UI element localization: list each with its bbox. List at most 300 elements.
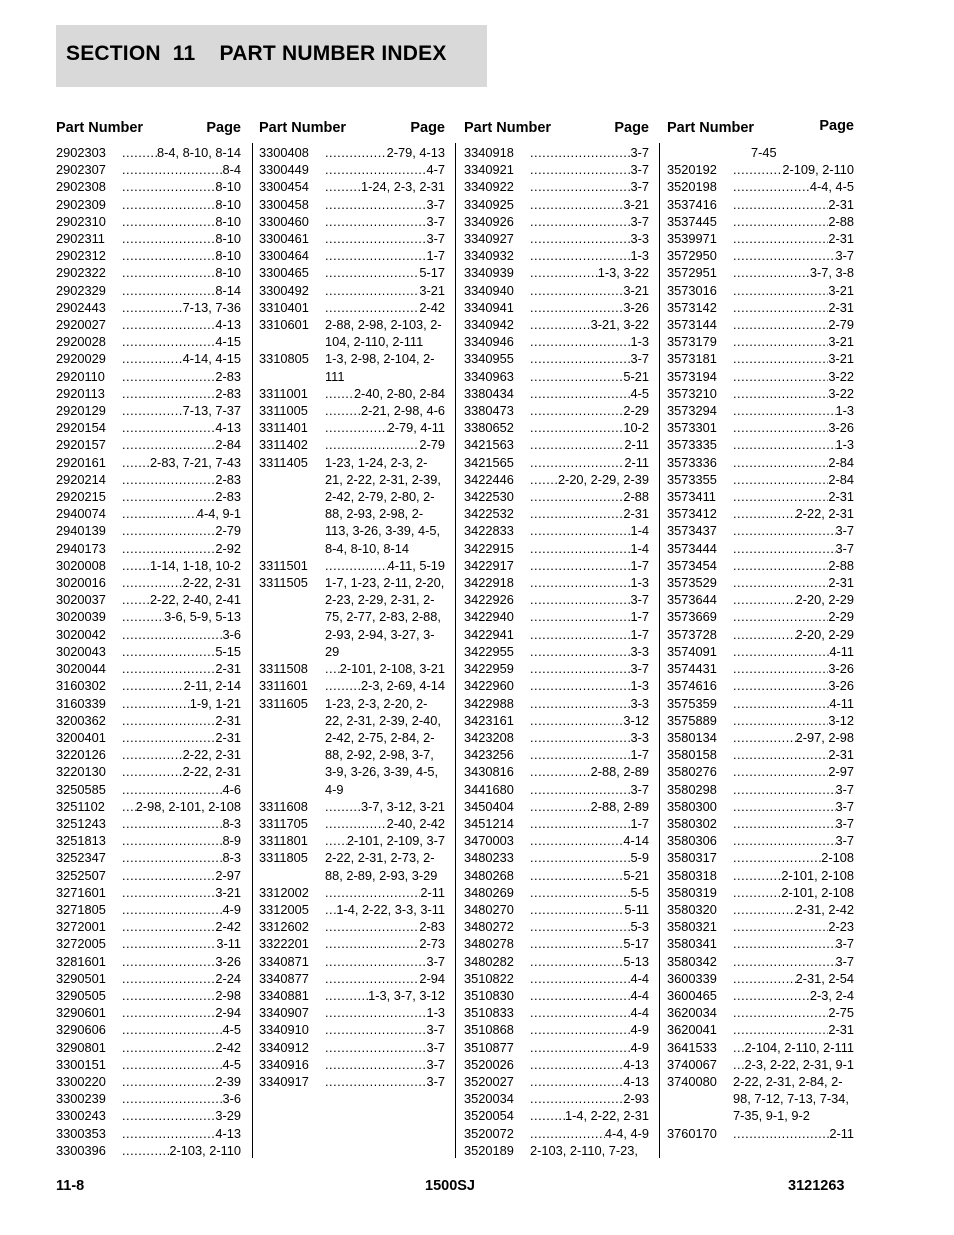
page-reference: 2-31: [828, 196, 854, 212]
dot-leader: [122, 196, 215, 213]
page-reference: 5-11: [624, 901, 649, 917]
page-reference: 1-7: [630, 815, 649, 831]
dot-leader-line: [530, 626, 649, 643]
page-reference: 2-101, 2-109, 3-7: [346, 833, 445, 849]
dot-leader: [733, 970, 796, 987]
dot-leader-line: [733, 591, 854, 608]
part-number: 3573336: [667, 454, 717, 470]
page-reference: 3-7: [630, 179, 649, 195]
dot-leader: [530, 333, 631, 350]
page-reference: 3-3: [630, 729, 649, 745]
index-entry: [259, 454, 445, 557]
dot-leader: [325, 1056, 427, 1073]
part-number: 3573016: [667, 282, 717, 298]
index-entry: [464, 178, 649, 195]
index-entry: [464, 763, 649, 780]
page-reference: 3-7: [630, 162, 649, 178]
part-number: 3311402: [259, 437, 308, 453]
dot-leader: [733, 230, 828, 247]
index-entries: [259, 144, 445, 1090]
part-number: 3580298: [667, 781, 717, 797]
part-number: 3573301: [667, 420, 717, 436]
page-reference: 2-84: [215, 437, 241, 453]
dot-leader: [530, 557, 631, 574]
index-entry: [667, 746, 854, 763]
dot-leader: [733, 213, 828, 230]
page-reference: 2-11, 2-14: [183, 678, 241, 694]
dot-leader-line: [122, 1125, 241, 1142]
dot-leader-line: [122, 849, 241, 866]
dot-leader-line: [325, 264, 445, 281]
dot-leader-line: [122, 712, 241, 729]
dot-leader-line: [325, 1021, 445, 1038]
index-entry: [464, 643, 649, 660]
index-entry: [464, 385, 649, 402]
part-number: 2920161: [56, 454, 106, 470]
index-entry: [259, 1021, 445, 1038]
dot-leader-line: [733, 471, 854, 488]
dot-leader: [733, 436, 836, 453]
index-entry: [667, 901, 854, 918]
part-number: 3290601: [56, 1005, 106, 1021]
part-number: 2902303: [56, 145, 106, 160]
part-number: 2920214: [56, 471, 106, 487]
part-number: 3573529: [667, 575, 717, 591]
page-reference: 2-88, 2-89: [590, 798, 649, 814]
dot-leader: [733, 385, 828, 402]
dot-leader-line: [325, 299, 445, 316]
page-reference: 1-3: [630, 575, 649, 591]
dot-leader: [733, 264, 810, 281]
dot-leader-line: [530, 935, 649, 952]
index-entry: [464, 832, 649, 849]
dot-leader: [733, 1039, 744, 1056]
dot-leader: [122, 643, 215, 660]
part-number: 3340917: [259, 1073, 309, 1089]
dot-leader: [530, 264, 598, 281]
index-entry: [56, 746, 241, 763]
page-reference: 2-22, 2-31, 2-84, 2-98, 7-12, 7-13, 7-34, 7-35, 9-1, 9-2: [733, 1073, 849, 1124]
part-number: 3290501: [56, 970, 106, 986]
part-number: 3340881: [259, 987, 309, 1003]
part-number: 3300465: [259, 265, 309, 281]
part-number: 3422988: [464, 695, 514, 711]
page-reference: 1-7: [630, 609, 649, 625]
dot-leader-line: [122, 729, 241, 746]
dot-leader-line: [325, 1004, 445, 1021]
index-entry: [56, 626, 241, 643]
dot-leader-line: [122, 264, 241, 281]
part-number: 3311001: [259, 385, 308, 401]
page-reference: 2-31: [828, 489, 854, 505]
index-entry: [56, 591, 241, 608]
index-entry: [464, 660, 649, 677]
dot-leader: [122, 1125, 215, 1142]
part-number: 3311705: [259, 815, 308, 831]
dot-leader: [530, 178, 631, 195]
index-entry: [667, 402, 854, 419]
part-number: 3600465: [667, 987, 717, 1003]
dot-leader: [122, 781, 223, 798]
page-reference: 4-4: [630, 1005, 649, 1021]
index-entry: [667, 299, 854, 316]
index-entry: [667, 935, 854, 952]
page-reference: 3-26: [828, 661, 854, 677]
page-reference: 8-4, 8-10, 8-14: [157, 145, 241, 160]
dot-leader-line: [122, 1090, 241, 1107]
part-number: 3300151: [56, 1056, 106, 1072]
part-number: 3290505: [56, 987, 106, 1003]
page-reference: 10-2: [623, 420, 649, 436]
index-entry: [259, 144, 445, 161]
index-entry: [464, 849, 649, 866]
dot-leader-line: [122, 1107, 241, 1124]
part-number: 3620034: [667, 1005, 717, 1021]
dot-leader-line: [530, 264, 649, 281]
dot-leader: [325, 1004, 427, 1021]
index-entry: [667, 282, 854, 299]
page-reference: 5-21: [623, 368, 649, 384]
part-number: 3580300: [667, 798, 717, 814]
page-reference: 2-88, 2-89: [590, 764, 649, 780]
dot-leader-line: [530, 299, 649, 316]
dot-leader-line: [733, 1039, 854, 1056]
index-entry: [667, 178, 854, 195]
page-reference: 2-31: [215, 729, 241, 745]
index-entry: [464, 557, 649, 574]
dot-leader-line: [122, 454, 241, 471]
dot-leader-line: [530, 196, 649, 213]
page-reference: 2-83, 7-21, 7-43: [149, 454, 241, 470]
page-reference: 2-39: [215, 1073, 241, 1089]
part-number: 3312005: [259, 901, 309, 917]
page-reference: 2-29: [828, 609, 854, 625]
index-entry: [667, 781, 854, 798]
page-reference: 3-21: [623, 282, 649, 298]
dot-leader-line: [325, 815, 445, 832]
part-number: 3340939: [464, 265, 514, 281]
dot-leader: [325, 987, 368, 1004]
dot-leader-line: [733, 436, 854, 453]
page-reference: 2-97: [828, 764, 854, 780]
page-reference: 7-13, 7-36: [182, 299, 241, 315]
page-reference: 2-88: [828, 213, 854, 229]
page-reference: 2-88: [623, 489, 649, 505]
index-entry: [464, 1021, 649, 1038]
index-entry: [56, 368, 241, 385]
page-reference: 3-3: [630, 643, 649, 659]
dot-leader-line: [122, 935, 241, 952]
part-number: 3470003: [464, 833, 514, 849]
index-entry: [667, 368, 854, 385]
dot-leader: [122, 591, 150, 608]
index-entry: [464, 987, 649, 1004]
part-number: 3311005: [259, 403, 308, 419]
dot-leader-line: [530, 368, 649, 385]
dot-leader: [530, 522, 631, 539]
dot-leader-line: [733, 522, 854, 539]
part-number: 3423256: [464, 747, 514, 763]
index-entry: [464, 608, 649, 625]
dot-leader-line: [325, 987, 445, 1004]
page-reference: 2-40, 2-42: [386, 815, 445, 831]
page-reference: 3-7: [835, 936, 854, 952]
dot-leader-line: [122, 746, 241, 763]
dot-leader: [325, 178, 361, 195]
part-number: 3311805: [259, 850, 308, 866]
part-number: 3380473: [464, 403, 514, 419]
dot-leader-line: [530, 815, 649, 832]
index-entry: [464, 247, 649, 264]
dot-leader: [733, 987, 810, 1004]
part-number: 3422959: [464, 661, 514, 677]
index-entry: [259, 815, 445, 832]
page-reference: 4-13: [215, 317, 241, 333]
page-reference: 2-21, 2-98, 4-6: [361, 403, 445, 419]
page-reference: 3-26: [828, 420, 854, 436]
dot-leader: [733, 299, 828, 316]
index-entry: [259, 196, 445, 213]
part-number: 3520026: [464, 1056, 514, 1072]
page-heading: Page: [614, 120, 649, 136]
dot-leader: [530, 574, 631, 591]
part-number: 3480282: [464, 953, 514, 969]
index-entry: [667, 643, 854, 660]
dot-leader-line: [530, 746, 649, 763]
dot-leader: [530, 540, 631, 557]
dot-leader: [733, 763, 828, 780]
part-number: 3573335: [667, 437, 717, 453]
index-entry: [464, 522, 649, 539]
part-number: 3480270: [464, 901, 514, 917]
dot-leader-line: [733, 1021, 854, 1038]
part-number: 2902309: [56, 196, 106, 212]
dot-leader-line: [122, 832, 241, 849]
page-reference: 2-11: [624, 437, 649, 453]
dot-leader: [530, 230, 631, 247]
dot-leader: [530, 849, 631, 866]
index-entry: [464, 815, 649, 832]
page-reference: 3-21: [419, 282, 445, 298]
index-entry: [667, 230, 854, 247]
dot-leader-line: [530, 1107, 649, 1124]
part-number: 3380652: [464, 420, 514, 436]
dot-leader-line: [530, 643, 649, 660]
part-number: 2902329: [56, 282, 106, 298]
dot-leader: [325, 935, 419, 952]
part-number: 3580317: [667, 850, 717, 866]
dot-leader: [733, 781, 836, 798]
index-entry: [56, 643, 241, 660]
part-number: 3300492: [259, 282, 309, 298]
page-reference: 2-101, 2-108: [781, 867, 854, 883]
part-number: 2902322: [56, 265, 106, 281]
dot-leader: [530, 867, 623, 884]
dot-leader: [530, 282, 623, 299]
dot-leader: [325, 660, 340, 677]
index-entry: [56, 402, 241, 419]
dot-leader-line: [122, 763, 241, 780]
page-reference: 2-84: [828, 471, 854, 487]
page-reference: 3-7: [426, 953, 445, 969]
part-number: 3422960: [464, 678, 514, 694]
dot-leader: [122, 488, 215, 505]
index-entry: [667, 695, 854, 712]
page-reference: 4-13: [623, 1073, 649, 1089]
part-number: 3510833: [464, 1005, 514, 1021]
index-entry: [259, 264, 445, 281]
page-reference: 3-7: [630, 213, 649, 229]
dot-leader: [325, 798, 361, 815]
page-heading: Page: [819, 118, 854, 134]
part-number: 3251813: [56, 833, 106, 849]
page-reference: 3-12: [828, 712, 854, 728]
part-number: 3340912: [259, 1039, 309, 1055]
column-header: [464, 118, 649, 144]
page-reference: 2-24: [215, 970, 241, 986]
page-reference: 1-3: [835, 437, 854, 453]
dot-leader: [530, 488, 623, 505]
dot-leader-line: [530, 798, 649, 815]
page-reference: 1-4: [630, 523, 649, 539]
dot-leader: [733, 746, 828, 763]
page-reference: 2-79: [419, 437, 445, 453]
dot-leader-line: [122, 540, 241, 557]
dot-leader: [530, 299, 623, 316]
dot-leader-line: [530, 901, 649, 918]
dot-leader-line: [122, 282, 241, 299]
dot-leader: [733, 643, 829, 660]
page-reference: 3-21: [215, 884, 241, 900]
dot-leader-line: [122, 643, 241, 660]
page-reference: 4-11: [829, 695, 854, 711]
dot-leader-line: [122, 677, 241, 694]
index-entry: [464, 729, 649, 746]
part-number: 3573644: [667, 592, 717, 608]
dot-leader-line: [122, 1039, 241, 1056]
page-reference: 4-13: [623, 1056, 649, 1072]
index-entry: [667, 557, 854, 574]
dot-leader-line: [122, 1021, 241, 1038]
dot-leader: [733, 178, 810, 195]
index-entry: [464, 626, 649, 643]
page-reference: 3-6: [222, 1091, 241, 1107]
part-number: 3421563: [464, 437, 514, 453]
dot-leader: [733, 161, 782, 178]
dot-leader-line: [733, 677, 854, 694]
dot-leader-line: [122, 230, 241, 247]
part-number: 3641533: [667, 1039, 717, 1055]
index-entry: [259, 161, 445, 178]
index-entry: [464, 540, 649, 557]
page-reference: 2-104, 2-110, 2-111: [744, 1039, 854, 1055]
dot-leader-line: [733, 1056, 854, 1073]
dot-leader-line: [122, 385, 241, 402]
page-reference: 3-6: [222, 626, 241, 642]
dot-leader: [122, 402, 183, 419]
dot-leader-line: [530, 402, 649, 419]
index-entry: [56, 867, 241, 884]
dot-leader-line: [122, 626, 241, 643]
part-number: 3311608: [259, 798, 308, 814]
page-reference: 2-22, 2-31: [182, 764, 241, 780]
index-entry: [464, 299, 649, 316]
page-reference: 1-3, 2-98, 2-104, 2-111: [325, 351, 435, 384]
index-entry: [667, 987, 854, 1004]
index-entries: [667, 144, 854, 1142]
part-number: 3510877: [464, 1039, 514, 1055]
dot-leader-line: [122, 1142, 241, 1159]
dot-leader-line: [733, 763, 854, 780]
page-reference: 3-7: [630, 781, 649, 797]
page-reference: 8-3: [222, 815, 241, 831]
dot-leader-line: [530, 608, 649, 625]
column-header: [667, 118, 854, 144]
dot-leader: [733, 1056, 744, 1073]
index-entry: [259, 660, 445, 677]
dot-leader-line: [733, 454, 854, 471]
index-entry: [464, 1039, 649, 1056]
part-number: 3423208: [464, 729, 514, 745]
dot-leader-line: [530, 849, 649, 866]
index-entry: [56, 505, 241, 522]
index-entry: [464, 918, 649, 935]
page-reference: 7-13, 7-37: [182, 403, 241, 419]
part-number: 3160302: [56, 678, 106, 694]
part-number: 3300239: [56, 1091, 106, 1107]
part-number: 3311505: [259, 575, 308, 591]
dot-leader-line: [530, 522, 649, 539]
dot-leader-line: [530, 1073, 649, 1090]
dot-leader: [122, 695, 190, 712]
dot-leader-line: [122, 1073, 241, 1090]
part-number-heading: Part Number: [667, 120, 755, 136]
index-entry: [667, 660, 854, 677]
index-entry: [667, 1056, 854, 1073]
dot-leader-line: [122, 419, 241, 436]
page-reference: 2-79: [828, 317, 854, 333]
dot-leader: [122, 660, 215, 677]
index-entry: [464, 161, 649, 178]
dot-leader-line: [530, 781, 649, 798]
page-reference: 2-31, 2-54: [795, 970, 854, 986]
index-entry: [667, 626, 854, 643]
dot-leader: [530, 695, 631, 712]
dot-leader-line: [733, 385, 854, 402]
dot-leader: [325, 557, 388, 574]
index-entry: [464, 574, 649, 591]
part-number: 3160339: [56, 695, 106, 711]
dot-leader: [122, 282, 215, 299]
index-entry: [464, 144, 649, 161]
page-reference: 2-98: [215, 987, 241, 1003]
dot-leader: [530, 798, 591, 815]
page-reference: 1-7: [630, 626, 649, 642]
page-reference: 8-10: [215, 213, 241, 229]
part-number: 3380434: [464, 385, 514, 401]
dot-leader-line: [325, 419, 445, 436]
page-reference: 3-7: [630, 145, 649, 160]
dot-leader-line: [530, 970, 649, 987]
index-entry: [667, 953, 854, 970]
part-number: 3340877: [259, 970, 309, 986]
dot-leader-line: [122, 1004, 241, 1021]
page-reference: 1-23, 1-24, 2-3, 2-21, 2-22, 2-31, 2-39, 2-42, 2-79, 2-80, 2-88, 2-93, 2-98, 2-113, 3-26, 3-39, 4-5, 8-4, 8-10, 8-14: [325, 454, 441, 556]
part-number: 2902311: [56, 231, 105, 247]
dot-leader: [530, 1004, 631, 1021]
part-number: 3520072: [464, 1125, 514, 1141]
dot-leader-line: [530, 987, 649, 1004]
